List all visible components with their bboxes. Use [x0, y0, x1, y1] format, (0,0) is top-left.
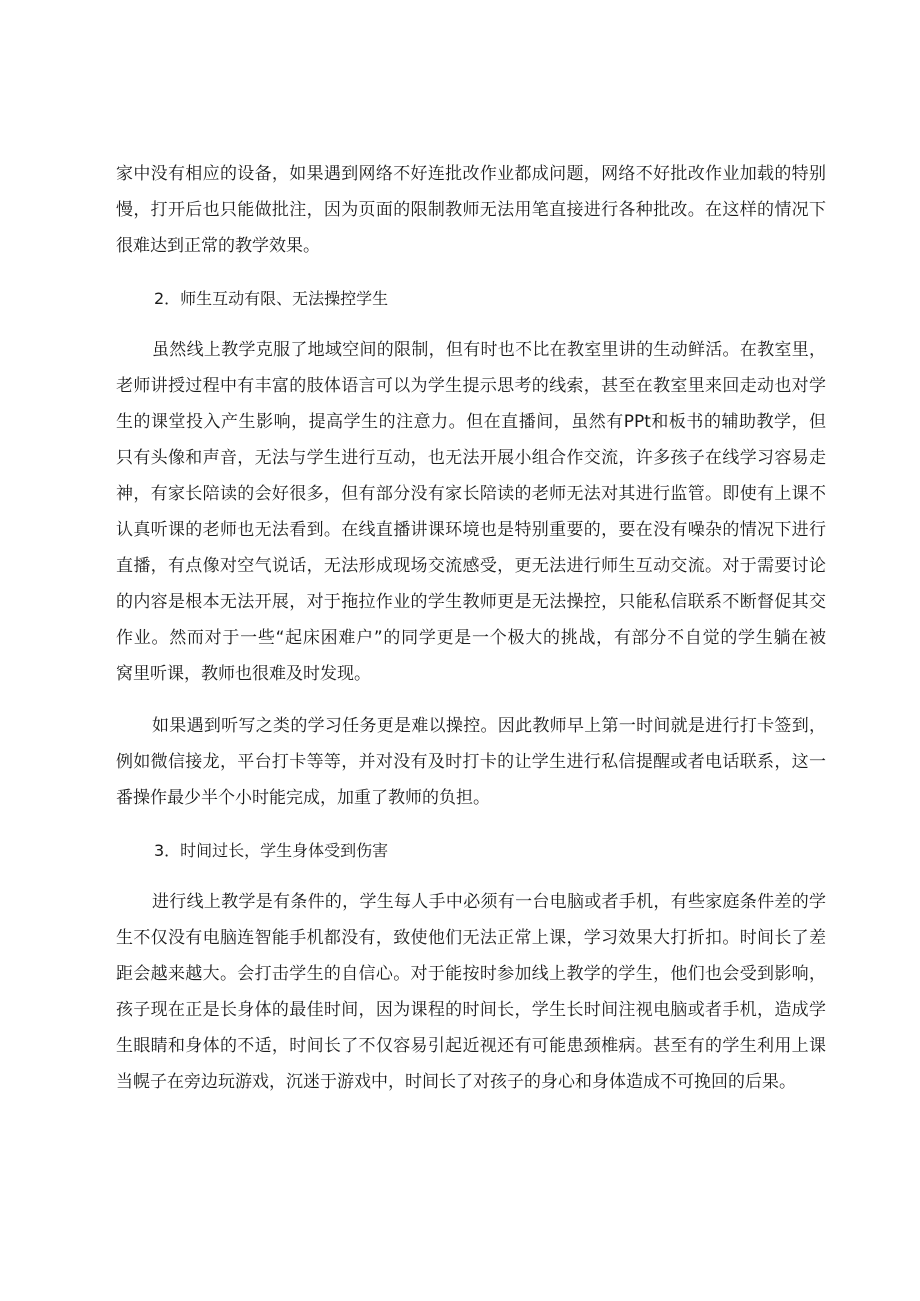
text-line: 认真听课的老师也无法看到。在线直播讲课环境也是特别重要的，要在没有噪杂的情况下进行	[116, 520, 826, 540]
text-line: 番操作最少半个小时能完成，加重了教师的负担。	[116, 788, 490, 808]
text-line: 孩子现在正是长身体的最佳时间，因为课程的时间长，学生长时间注视电脑或者手机，造成学	[116, 1000, 826, 1020]
text-line: 家中没有相应的设备，如果遇到网络不好连批改作业都成问题，网络不好批改作业加载的特别	[116, 164, 826, 184]
text-line: 的内容是根本无法开展，对于拖拉作业的学生教师更是无法操控，只能私信联系不断督促其交	[116, 592, 826, 612]
paragraph-dictation	[116, 714, 826, 811]
text-line: 慢，打开后也只能做批注，因为页面的限制教师无法用笔直接进行各种批改。在这样的情况下	[116, 200, 826, 220]
text-line: 生眼睛和身体的不适，时间长了不仅容易引起近视还有可能患颈椎病。甚至有的学生利用上课	[116, 1036, 826, 1056]
text-line: 很难达到正常的教学效果。	[116, 236, 320, 256]
paragraph-health	[116, 890, 826, 1095]
text-line: 只有头像和声音，无法与学生进行互动，也无法开展小组合作交流，许多孩子在线学习容易走	[116, 448, 826, 468]
text-line: 生不仅没有电脑连智能手机都没有，致使他们无法正常上课，学习效果大打折扣。时间长了差	[116, 928, 826, 948]
text-line: 神，有家长陪读的会好很多，但有部分没有家长陪读的老师无法对其进行监管。即使有上课不	[116, 484, 826, 504]
paragraph-interaction	[116, 338, 826, 687]
text-line: 直播，有点像对空气说话，无法形成现场交流感受，更无法进行师生互动交流。对于需要讨论	[116, 556, 826, 576]
text-line: 距会越来越大。会打击学生的自信心。对于能按时参加线上教学的学生，他们也会受到影响，	[116, 964, 826, 984]
text-line: 作业。然而对于一些“起床困难户”的同学更是一个极大的挑战，有部分不自觉的学生躺在被	[116, 628, 826, 648]
heading-text: 2．师生互动有限、无法操控学生	[154, 289, 389, 308]
text-line: 老师讲授过程中有丰富的肢体语言可以为学生提示思考的线索，甚至在教室里来回走动也对学	[116, 376, 826, 396]
text-line: 如果遇到听写之类的学习任务更是难以操控。因此教师早上第一时间就是进行打卡签到，	[152, 716, 826, 736]
text-line: 窝里听课，教师也很难及时发现。	[116, 664, 371, 684]
text-line: 当幌子在旁边玩游戏，沉迷于游戏中，时间长了对孩子的身心和身体造成不可挽回的后果。	[116, 1072, 796, 1092]
section-heading-3	[116, 838, 826, 863]
paragraph-equipment-issues	[116, 162, 826, 259]
section-heading-2	[116, 286, 826, 311]
text-line: 生的课堂投入产生影响，提高学生的注意力。但在直播间，虽然有PPt和板书的辅助教学，但	[116, 412, 826, 432]
text-line: 进行线上教学是有条件的，学生每人手中必须有一台电脑或者手机，有些家庭条件差的学	[152, 892, 826, 912]
document-body	[116, 162, 826, 1106]
text-line: 例如微信接龙，平台打卡等等，并对没有及时打卡的让学生进行私信提醒或者电话联系，这一	[116, 752, 826, 772]
text-line: 虽然线上教学克服了地域空间的限制，但有时也不比在教室里讲的生动鲜活。在教室里，	[152, 340, 826, 360]
heading-text: 3．时间过长，学生身体受到伤害	[154, 841, 389, 860]
